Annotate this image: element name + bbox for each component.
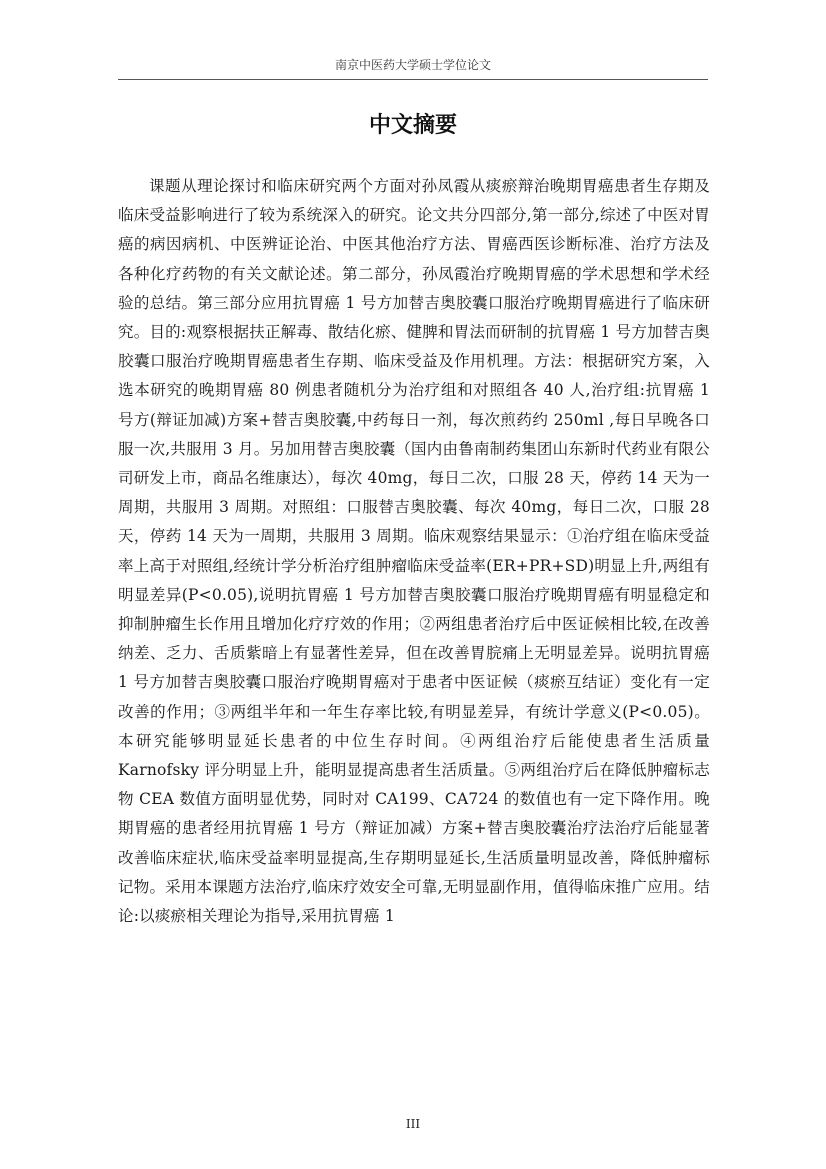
running-header: 南京中医药大学硕士学位论文: [334, 58, 491, 72]
page-number: III: [405, 1117, 421, 1131]
abstract-body: 课题从理论探讨和临床研究两个方面对孙凤霞从痰瘀辩治晚期胃癌患者生存期及临床受益影响进行了较为系统深入的研究。论文共分四部分,第一部分,综述了中医对胃癌的病因病机、中医辨证论治、中医其他治疗方法、胃癌西医诊断标准、治疗方法及各种化疗药物的有关文献论述。第二部分，孙凤霞治疗晚期胃癌的学术思想和学术经验的总结。第三部分应用抗胃癌 1 号方加替吉奥胶囊口服治疗晚期胃癌进行了临床研究。目的:观察根据扶正解毒、散结化瘀、健脾和胃法而研制的抗胃癌 1 号方加替吉奥胶囊口服治疗晚期胃癌患者生存期、临床受益及作用机理。方法：根据研究方案，入选本研究的晚期胃癌 80 例患者随机分为治疗组和对照组各 40 人,治疗组:抗胃癌 1 号方(辩证加减)方案+替吉奥胶囊,中药每日一剂，每次煎药约 250ml ,每日早晚各口服一次,共服用 3 月。另加用替吉奥胶囊（国内由鲁南制药集团山东新时代药业有限公司研发上市，商品名维康达），每次 40mg，每日二次，口服 28 天，停药 14 天为一周期，共服用 3 周期。对照组：口服替吉奥胶囊、每次 40mg，每日二次，口服 28 天，停药 14 天为一周期，共服用 3 周期。临床观察结果显示：①治疗组在临床受益率上高于对照组,经统计学分析治疗组肿瘤临床受益率(ER+PR+SD)明显上升,两组有明显差异(P<0.05),说明抗胃癌 1 号方加替吉奥胶囊口服治疗晚期胃癌有明显稳定和抑制肿瘤生长作用且增加化疗疗效的作用；②两组患者治疗后中医证候相比较,在改善纳差、乏力、舌质紫暗上有显著性差异，但在改善胃脘痛上无明显差异。说明抗胃癌 1 号方加替吉奥胶囊口服治疗晚期胃癌对于患者中医证候（痰瘀互结证）变化有一定改善的作用；③两组半年和一年生存率比较,有明显差异，有统计学意义(P<0.05)。本研究能够明显延长患者的中位生存时间。④两组治疗后能使患者生活质量 Karnofsky 评分明显上升，能明显提高患者生活质量。⑤两组治疗后在降低肿瘤标志物 CEA 数值方面明显优势，同时对 CA199、CA724 的数值也有一定下降作用。晚期胃癌的患者经用抗胃癌 1 号方（辩证加减）方案+替吉奥胶囊治疗法治疗后能显著改善临床症状,临床受益率明显提高,生存期明显延长,生活质量明显改善，降低肿瘤标记物。采用本课题方法治疗,临床疗效安全可靠,无明显副作用，值得临床推广应用。结论:以痰瘀相关理论为指导,采用抗胃癌 1: [118, 177, 710, 926]
page-title: 中文摘要: [368, 113, 457, 138]
header-rule: [118, 79, 708, 80]
